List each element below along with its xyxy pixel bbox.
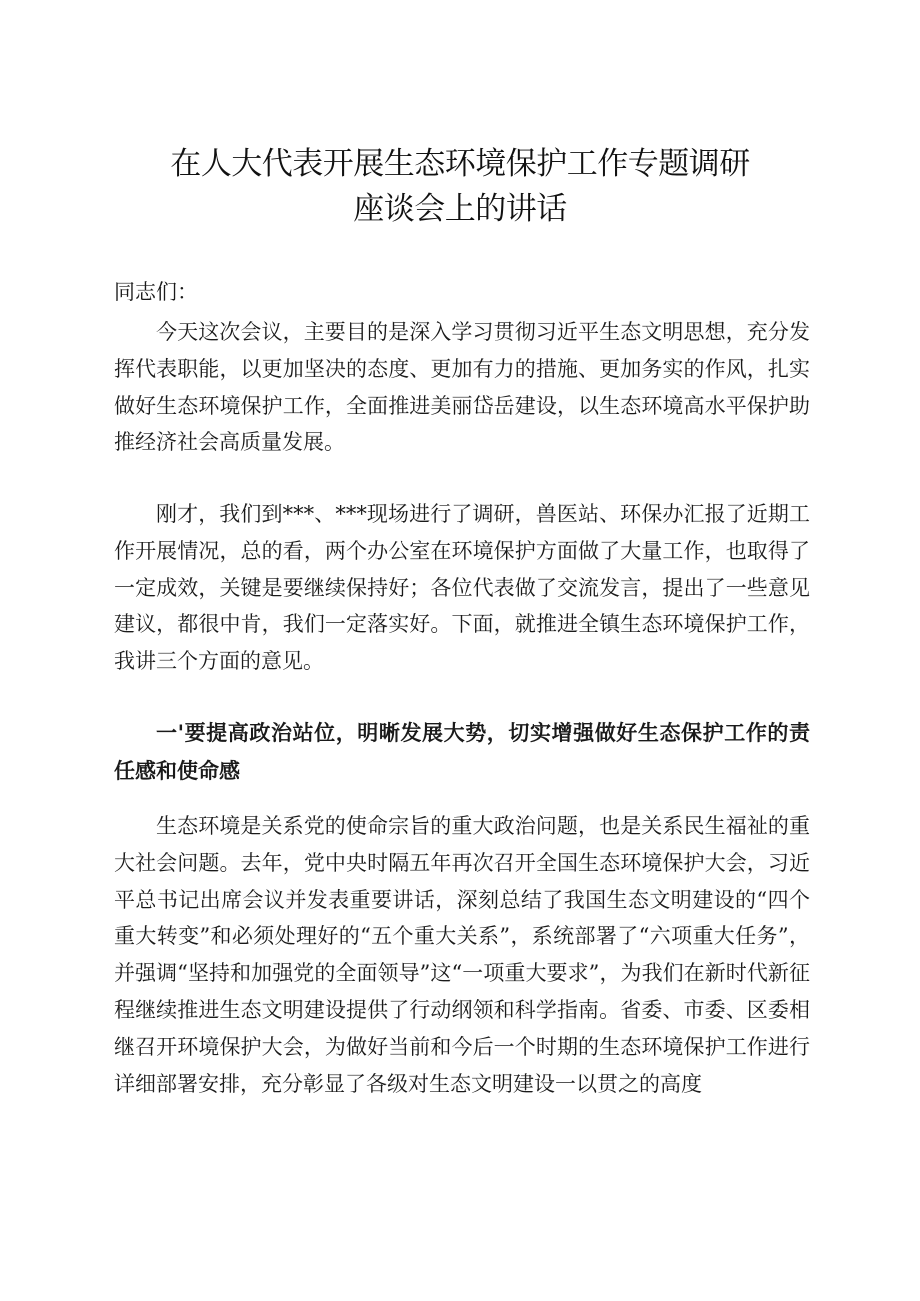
paragraph-3	[114, 808, 810, 1102]
section-heading-text: 一'要提高政治站位，明晰发展大势，切实增强做好生态保护工作的责任感和使命感	[114, 720, 810, 783]
document-title-line1: 在人大代表开展生态环境保护工作专题调研	[170, 146, 750, 182]
paragraph-text: 刚才，我们到***、***现场进行了调研，兽医站、环保办汇报了近期工作开展情况，总的看，两个办公室在环境保护方面做了大量工作，也取得了一定成效，关键是要继续保持好；各位代表做了交流发言，提出了一些意见建议，都很中肯，我们一定落实好。下面，就推进全镇生态环境保护工作，我讲三个方面的意见。	[114, 502, 810, 674]
paragraph-2	[114, 496, 810, 680]
greeting: 同志们：	[114, 280, 198, 304]
section-heading-1	[114, 714, 810, 790]
paragraph-text: 生态环境是关系党的使命宗旨的重大政治问题，也是关系民生福祉的重大社会问题。去年，党中央时隔五年再次召开全国生态环境保护大会，习近平总书记出席会议并发表重要讲话，深刻总结了我国生态文明建设的“四个重大转变”和必须处理好的“五个重大关系”，系统部署了“六项重大任务”，并强调“坚持和加强党的全面领导”这“一项重大要求”，为我们在新时代新征程继续推进生态文明建设提供了行动纲领和科学指南。省委、市委、区委相继召开环境保护大会，为做好当前和今后一个时期的生态环境保护工作进行详细部署安排，充分彰显了各级对生态文明建设一以贯之的高度	[114, 814, 810, 1096]
paragraph-1	[114, 314, 810, 461]
paragraph-text: 今天这次会议，主要目的是深入学习贯彻习近平生态文明思想，充分发挥代表职能，以更加坚决的态度、更加有力的措施、更加务实的作风，扎实做好生态环境保护工作，全面推进美丽岱岳建设，以生态环境高水平保护助推经济社会高质量发展。	[114, 320, 810, 455]
document-title-line2: 座谈会上的讲话	[353, 191, 567, 227]
